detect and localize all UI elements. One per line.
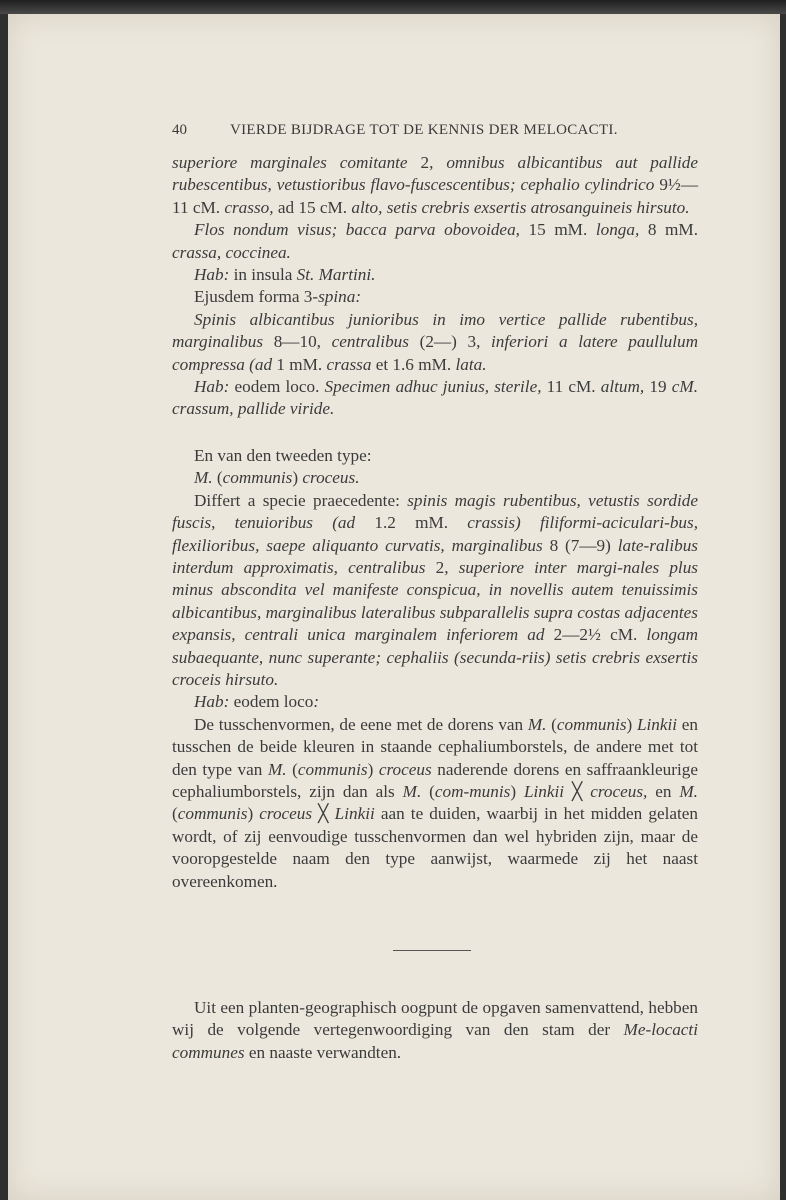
- paragraph: Differt a specie praecedente: spinis magis rubentibus, vetustis sordide fuscis, tenuioribus (ad 1.2 mM. crassis) filiformi-aciculari-bus, flexilioribus, saepe aliquanto curvatis, marginalibus 8 (7—9) late-ralibus interdum approximatis, centralibus 2, superiore inter margi-nales plus minus abscondita vel manifeste conspicua, in novellis autem tenuissimis albicantibus, marginalibus lateralibus subparallelis supra costas adjacentes expansis, centrali unica marginalem inferiorem ad 2—2½ cM. longam subaequante, nunc superante; cephaliis (secunda-riis) setis crebris exsertis croceis hirsuto.: [172, 490, 699, 689]
- spacer: [172, 421, 698, 445]
- paragraph: Hab: eodem loco. Specimen adhuc junius, sterile, 11 cM. altum, 19 cM. crassum, pallide viride.: [172, 377, 699, 419]
- scan-top-edge: [0, 0, 786, 14]
- paragraph: Flos nondum visus; bacca parva obovoidea, 15 mM. longa, 8 mM. crassa, coccinea.: [172, 220, 698, 262]
- closing-text: [172, 997, 698, 1064]
- paragraph: Spinis albicantibus junioribus in imo vertice pallide rubentibus, marginalibus 8—10, centralibus (2—) 3, inferiori a latere paullulum compressa (ad 1 mM. crassa et 1.6 mM. lata.: [172, 309, 699, 374]
- section-divider: [393, 950, 471, 951]
- page-number: 40: [172, 122, 187, 138]
- paragraph: En van den tweeden type:: [194, 445, 372, 465]
- paragraph: Hab: eodem loco:: [194, 692, 320, 712]
- paragraph: M. (communis) croceus.: [194, 468, 360, 488]
- page-header: [172, 122, 672, 146]
- running-title: VIERDE BIJDRAGE TOT DE KENNIS DER MELOCACTI.: [230, 122, 618, 138]
- main-text: [172, 152, 698, 893]
- paragraph: Hab: in insula St. Martini.: [194, 265, 376, 285]
- paragraph: De tusschenvormen, de eene met de dorens van M. (communis) Linkii en tusschen de beide kleuren in staande cephaliumborstels, de andere met tot den type van M. (communis) croceus naderende dorens en saffraankleurige cephaliumborstels, zijn dan als M. (com-munis) Linkii ╳ croceus, en M. (communis) croceus ╳ Linkii aan te duiden, waarbij in het midden gelaten wordt, of zij eenvoudige tusschenvormen dan wel hybriden zijn, maar de vooropgestelde naam den type aanwijst, waarmede zij het naast overeenkomen.: [172, 714, 698, 891]
- paragraph: Ejusdem forma 3-spina:: [194, 287, 362, 307]
- paragraph: Uit een planten-geographisch oogpunt de opgaven samenvattend, hebben wij de volgende vertegenwoordiging van den stam der Me-locacti communes en naaste verwandten.: [172, 998, 698, 1062]
- paragraph: superiore marginales comitante 2, omnibus albicantibus aut pallide rubescentibus, vetustioribus flavo-fuscescentibus; cephalio cylindrico 9½—11 cM. crasso, ad 15 cM. alto, setis crebris exsertis atrosanguineis hirsuto.: [172, 153, 699, 217]
